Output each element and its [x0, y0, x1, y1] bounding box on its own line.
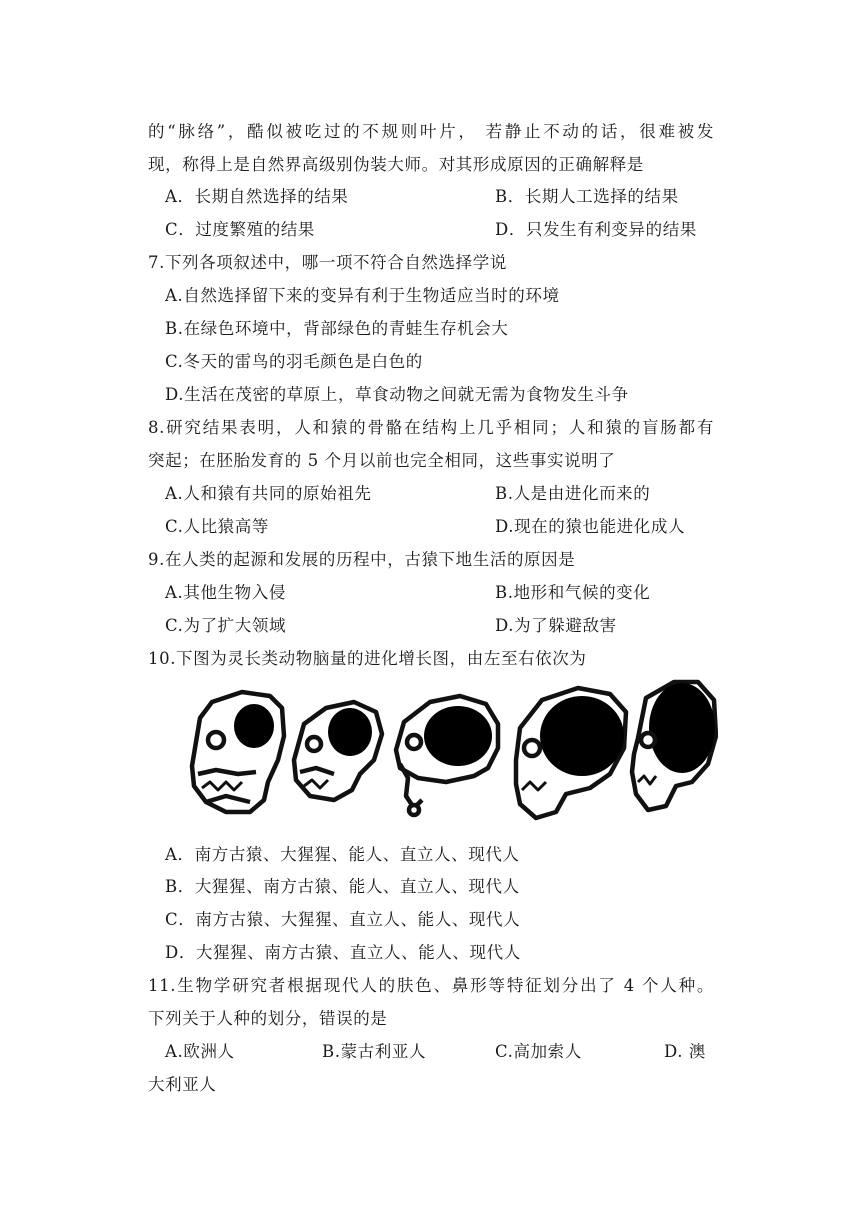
q9-option-a: A.其他生物入侵 [165, 583, 286, 602]
q8-option-b: B.人是由进化而来的 [495, 484, 651, 503]
q8-option-d: D.现在的猿也能进化成人 [495, 517, 686, 536]
q9-option-b: B.地形和气候的变化 [495, 583, 651, 602]
q11-stem-line-1: 11.生物学研究者根据现代人的肤色、鼻形等特征划分出了 4 个人种。 [148, 976, 714, 995]
q8-stem-line-1: 8.研究结果表明，人和猿的骨骼在结构上几乎相同；人和猿的盲肠都有 [148, 418, 714, 437]
skull-4-icon [516, 688, 626, 818]
q10-option-b: B．大猩猩、南方古猿、能人、直立人、现代人 [165, 877, 520, 896]
q6-stem-line-1: 的“脉络”，酷似被吃过的不规则叶片， 若静止不动的话，很难被发 [148, 122, 714, 141]
skull-2-icon [294, 702, 382, 800]
primate-skull-figure [186, 678, 718, 828]
q11-option-c: C.高加索人 [495, 1042, 582, 1061]
q11-option-d: D. 澳 [664, 1042, 707, 1061]
q10-stem: 10.下图为灵长类动物脑量的进化增长图，由左至右依次为 [148, 649, 587, 668]
q11-stem-line-2: 下列关于人种的划分，错误的是 [148, 1009, 388, 1028]
q8-option-c: C.人比猿高等 [165, 517, 269, 536]
q9-option-d: D.为了躲避敌害 [495, 616, 617, 635]
q11-option-b: B.蒙古利亚人 [322, 1042, 427, 1061]
q10-option-c: C．南方古猿、大猩猩、直立人、能人、现代人 [165, 910, 521, 929]
q7-stem: 7.下列各项叙述中，哪一项不符合自然选择学说 [148, 253, 507, 272]
skull-3-icon [396, 696, 498, 815]
q7-option-c: C.冬天的雷鸟的羽毛颜色是白色的 [165, 352, 423, 371]
skull-5-icon [632, 682, 716, 810]
q6-stem-line-2: 现，称得上是自然界高级别伪装大师。对其形成原因的正确解释是 [148, 155, 644, 174]
q8-option-a: A.人和猿有共同的原始祖先 [165, 484, 372, 503]
q7-option-a: A.自然选择留下来的变异有利于生物适应当时的环境 [165, 286, 560, 305]
q6-option-d: D．只发生有利变异的结果 [495, 220, 697, 239]
q6-option-a: A．长期自然选择的结果 [165, 187, 349, 206]
q7-option-b: B.在绿色环境中，背部绿色的青蛙生存机会大 [165, 319, 509, 338]
q10-option-d: D．大猩猩、南方古猿、直立人、能人、现代人 [165, 943, 521, 962]
q11-option-d-continued: 大利亚人 [148, 1075, 217, 1094]
skull-1-icon [192, 692, 284, 812]
q9-option-c: C.为了扩大领域 [165, 616, 287, 635]
q9-stem: 9.在人类的起源和发展的历程中，古猿下地生活的原因是 [148, 550, 576, 569]
q11-option-a: A.欧洲人 [165, 1042, 235, 1061]
q6-option-b: B．长期人工选择的结果 [495, 187, 679, 206]
q10-option-a: A．南方古猿、大猩猩、能人、直立人、现代人 [165, 845, 520, 864]
q6-option-c: C．过度繁殖的结果 [165, 220, 316, 239]
q8-stem-line-2: 突起；在胚胎发育的 5 个月以前也完全相同，这些事实说明了 [148, 451, 616, 470]
q7-option-d: D.生活在茂密的草原上，草食动物之间就无需为食物发生斗争 [165, 385, 629, 404]
